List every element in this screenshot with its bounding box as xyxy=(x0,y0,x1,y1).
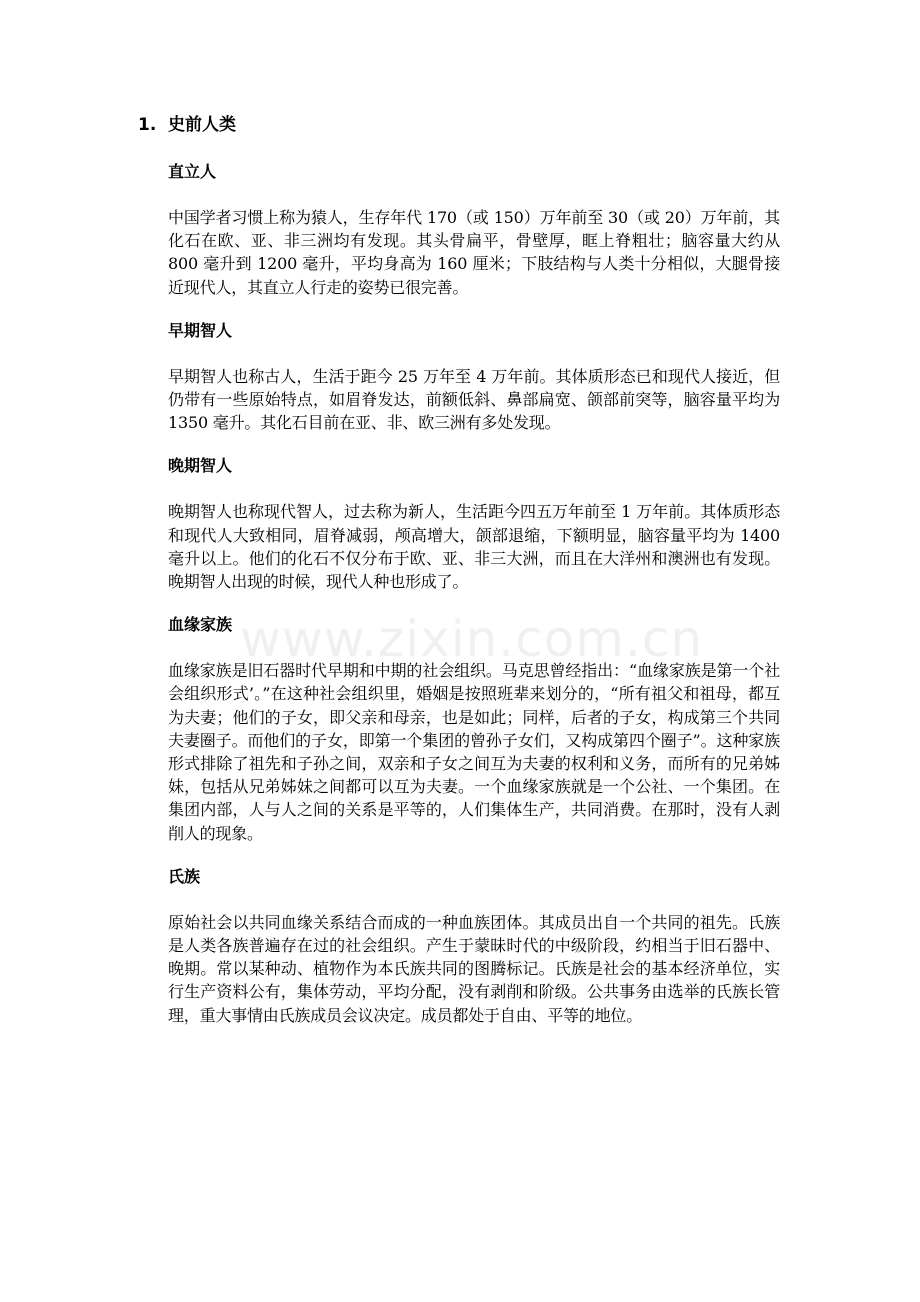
section-body-clan: 原始社会以共同血缘关系结合而成的一种血族团体。其成员出自一个共同的祖先。氏族是人类各族普遍存在过的社会组织。产生于蒙昧时代的中级阶段，约相当于旧石器中、晚期。常以某种动、植物作为本氏族共同的图腾标记。氏族是社会的基本经济单位，实行生产资料公有，集体劳动，平均分配，没有剥削和阶级。公共事务由选举的氏族长管理，重大事情由氏族成员会议决定。成员都处于自由、平等的地位。 xyxy=(168,912,780,1025)
section-body-early-sapiens: 早期智人也称古人，生活于距今 25 万年至 4 万年前。其体质形态已和现代人接近，但仍带有一些原始特点，如眉脊发达，前额低斜、鼻部扁宽、颌部前突等，脑容量平均为 1350 毫升。其化石目前在亚、非、欧三洲有多处发现。 xyxy=(168,366,780,433)
watermark: www.zixin.com.cn xyxy=(240,610,704,668)
document-content xyxy=(168,158,780,1027)
section-body-blood-family: 血缘家族是旧石器时代早期和中期的社会组织。马克思曾经指出：“血缘家族是第一个社会组织形式’。”在这种社会组织里，婚姻是按照班辈来划分的，“所有祖父和祖母，都互为夫妻；他们的子女，即父亲和母亲，也是如此；同样，后者的子女，构成第三个共同夫妻圈子。而他们的子女，即第一个集团的曾孙子女们，又构成第四个圈子”。这种家族形式排除了祖先和子孙之间，双亲和子女之间互为夫妻的权利和义务，而所有的兄弟姊妹，包括从兄弟姊妹之间都可以互为夫妻。一个血缘家族就是一个公社、一个集团。在集团内部，人与人之间的关系是平等的，人们集体生产，共同消费。在那时，没有人剥削人的现象。 xyxy=(168,661,780,843)
heading-title: 史前人类 xyxy=(168,115,236,135)
heading-number: 1. xyxy=(138,115,157,135)
section-title-late-sapiens: 晚期智人 xyxy=(168,456,233,476)
section-title-clan: 氏族 xyxy=(168,866,201,886)
section-title-blood-family: 血缘家族 xyxy=(168,615,233,635)
section-body-late-sapiens: 晚期智人也称现代智人，过去称为新人，生活距今四五万年前至 1 万年前。其体质形态和现代人大致相同，眉脊减弱，颅高增大，颌部退缩，下额明显，脑容量平均为 1400 毫升以上。他们的化石不仅分布于欧、亚、非三大洲，而且在大洋州和澳洲也有发现。晚期智人出现的时候，现代人种也形成了。 xyxy=(168,502,780,592)
section-title-early-sapiens: 早期智人 xyxy=(168,320,233,340)
main-heading xyxy=(138,112,236,138)
section-title-zhiliren: 直立人 xyxy=(168,162,217,181)
section-body-zhiliren: 中国学者习惯上称为猿人，生存年代 170（或 150）万年前至 30（或 20）万年前，其化石在欧、亚、非三洲均有发现。其头骨扁平，骨壁厚，眶上脊粗壮；脑容量大约从 800 毫升到 1200 毫升，平均身高为 160 厘米；下肢结构与人类十分相似，大腿骨接近现代人，其直立人行走的姿势已很完善。 xyxy=(168,208,780,297)
